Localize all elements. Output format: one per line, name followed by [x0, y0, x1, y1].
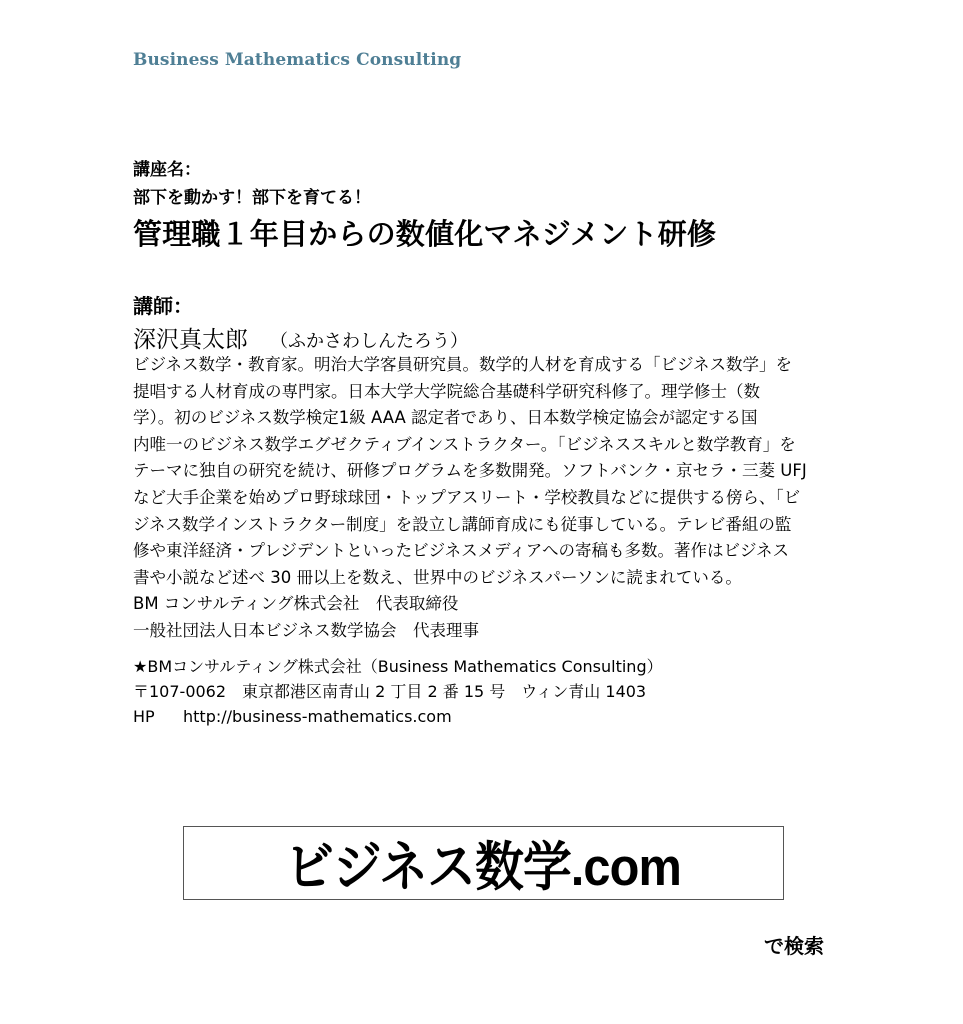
bio-line: ジネス数学インストラクター制度」を設立し講師育成にも従事している。テレビ番組の監	[133, 514, 792, 534]
company-address: 〒107-0062 東京都港区南青山 2 丁目 2 番 15 号 ウィン青山 1403	[133, 682, 647, 701]
company-info	[133, 654, 663, 729]
course-label: 講座名：	[133, 160, 201, 180]
lecturer-name-line	[133, 321, 468, 354]
brand-header: Business Mathematics Consulting	[133, 50, 462, 70]
bio-line: 内唯一のビジネス数学エグゼクティブインストラクター。「ビジネススキルと数学教育」を	[133, 434, 796, 454]
bio-line: 提唱する人材育成の専門家。日本大学大学院総合基礎科学研究科修了。理学修士（数	[133, 381, 760, 401]
hp-url-link[interactable]: http://business-mathematics.com	[183, 707, 452, 726]
bio-line: ビジネス数学・教育家。明治大学客員研究員。数学的人材を育成する「ビジネス数学」を	[133, 355, 793, 374]
bio-line: など大手企業を始めプロ野球球団・トップアスリート・学校教員などに提供する傍ら、「ビ	[133, 487, 801, 507]
search-keyword: ビジネス数学.com	[285, 838, 682, 897]
hp-label: HP	[133, 707, 155, 726]
search-suffix: で検索	[764, 934, 824, 958]
company-name: ★BMコンサルティング株式会社（Business Mathematics Consulting）	[133, 657, 663, 676]
lecturer-name: 深沢真太郎	[133, 327, 248, 353]
bio-line: テーマに独自の研究を続け、研修プログラムを多数開発。ソフトバンク・京セラ・三菱 UFJ	[133, 461, 807, 481]
bio-line: BM コンサルティング株式会社 代表取締役	[133, 594, 459, 614]
course-title: 管理職１年目からの数値化マネジメント研修	[133, 217, 717, 251]
company-hp	[133, 704, 663, 729]
lecturer-label: 講師：	[133, 294, 193, 318]
lecturer-bio	[133, 352, 843, 645]
bio-line: 学）。初のビジネス数学検定1級 AAA 認定者であり、日本数学検定協会が認定する国	[133, 408, 758, 428]
course-subtitle: 部下を動かす！部下を育てる！	[133, 188, 371, 208]
lecturer-name-reading: （ふかさわしんたろう）	[270, 331, 468, 352]
bio-line: 書や小説など述べ 30 冊以上を数え、世界中のビジネスパーソンに読まれている。	[133, 567, 742, 587]
bio-line: 修や東洋経済・プレジデントといったビジネスメディアへの寄稿も多数。著作はビジネス	[133, 541, 789, 561]
search-keyword-box	[183, 826, 784, 900]
bio-line: 一般社団法人日本ビジネス数学協会 代表理事	[133, 620, 480, 640]
